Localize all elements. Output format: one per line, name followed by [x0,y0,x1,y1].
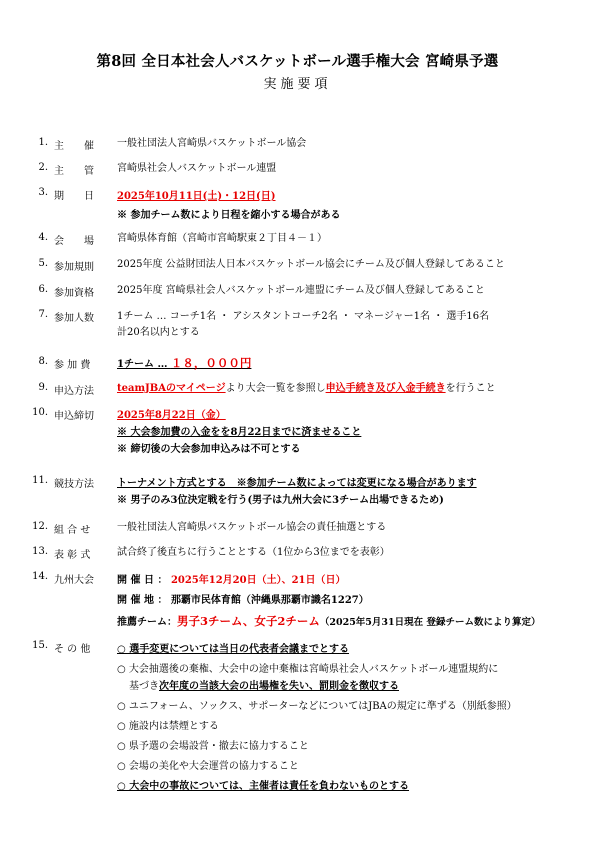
item-text: 宮崎県社会人バスケットボール連盟 [117,163,277,174]
other-withdrawal-pre: 基づき [129,681,159,692]
item-label: 参加人数 [54,313,94,324]
fee-amount: １８，０００円 [170,356,252,370]
payment-note: ※ 大会参加費の入金をを8月22日までに済ませること [117,427,362,438]
participants-limit: 計20名以内とする [117,327,200,338]
item-number: 14. [32,571,48,582]
item-label: 組 合 せ [54,525,91,536]
other-player-change: ○ 選手変更については当日の代表者会議までとする [117,644,350,655]
item-text: 一般社団法人宮崎県バスケットボール協会の責任抽選とする [117,522,387,533]
item-label: 九州大会 [54,575,94,586]
item-number: 11. [32,475,48,486]
item-number: 9. [38,382,48,393]
other-cleanliness: ○ 会場の美化や大会運営の協力すること [117,761,299,772]
item-label: 参 加 費 [54,360,91,371]
kyushu-date-label: 開 催 日 ： [117,575,168,586]
teamjba-mypage-link: teamJBAのマイページ [117,383,226,394]
item-label: 会 場 [54,236,94,247]
item-label: そ の 他 [54,644,91,655]
deadline-date: 2025年8月22日（金） [117,410,226,421]
other-no-smoking: ○ 施設内は禁煙とする [117,721,219,732]
item-number: 4. [38,232,48,243]
item-number: 8. [38,356,48,367]
fee-prefix: 1チーム … [117,359,171,370]
third-place-note: ※ 男子のみ3位決定戦を行う(男子は九州大会に3チーム出場できるため) [117,495,444,506]
kyushu-venue-label: 開 催 地 ： [117,595,168,606]
kyushu-date: 2025年12月20日（土）、21日（日） [170,575,346,586]
item-text: 宮崎県体育館（宮崎市宮崎駅東２丁目４－１） [117,233,327,244]
item-number: 2. [38,162,48,173]
other-withdrawal-penalty: 次年度の当該大会の出場権を失い、罰則金を徴収する [159,681,399,692]
item-label: 参加資格 [54,288,94,299]
item-label: 申込締切 [54,411,94,422]
item-number: 1. [38,137,48,148]
item-label: 期 日 [54,191,94,202]
kyushu-rec-label: 推薦チーム： [117,617,177,628]
item-number: 5. [38,258,48,269]
document-subtitle: 実施要項 [263,77,332,92]
item-label: 主 管 [54,166,94,177]
late-note: ※ 締切後の大会参加申込みは不可とする [117,444,301,455]
item-number: 12. [32,521,48,532]
participants-line: 1チーム … コーチ1名 ・ アシスタントコーチ2名 ・ マネージャー1名 ・ 選手16名 [117,311,490,322]
event-date: 2025年10月11日(土)・12日(日) [117,191,276,202]
item-text: 2025年度 宮崎県社会人バスケットボール連盟にチーム及び個人登録してあること [117,285,485,296]
other-withdrawal: ○ 大会抽選後の棄権、大会中の途中棄権は宮崎県社会人バスケットボール連盟規約に [117,664,499,675]
method-end: を行うこと [445,383,496,394]
item-number: 3. [38,187,48,198]
other-setup: ○ 県予選の会場設営・撤去に協力すること [117,741,309,752]
kyushu-rec-teams: 男子3チーム、女子2チーム [177,614,320,628]
method-text: より大会一覧を参照し [225,383,326,394]
item-number: 6. [38,284,48,295]
item-number: 7. [38,309,48,320]
kyushu-rec-note: （2025年5月31日現在 登録チーム数により算定） [319,617,541,628]
format-text: トーナメント方式とする ※参加チーム数によっては変更になる場合があります [117,478,477,489]
item-text: 2025年度 公益財団法人日本バスケットボール協会にチーム及び個人登録してあること [117,259,505,270]
other-liability: ○ 大会中の事故については、主催者は責任を負わないものとする [117,781,410,792]
item-label: 表 彰 式 [54,550,91,561]
item-text: 試合終了後直ちに行うこととする（1位から3位までを表彰） [117,547,390,558]
item-number: 15. [32,640,48,651]
item-text: 一般社団法人宮崎県バスケットボール協会 [117,138,307,149]
document-title: 第8回 全日本社会人バスケットボール選手権大会 宮崎県予選 [96,53,499,70]
item-number: 10. [32,407,48,418]
procedure-text: 申込手続き及び入金手続き [325,383,446,394]
kyushu-venue: 那覇市民体育館（沖縄県那覇市識名1227） [170,595,369,606]
item-label: 申込方法 [54,386,94,397]
item-label: 主 催 [54,141,94,152]
item-label: 参加規則 [54,262,94,273]
date-note: ※ 参加チーム数により日程を縮小する場合がある [117,210,341,221]
item-label: 競技方法 [54,479,94,490]
item-number: 13. [32,546,48,557]
other-uniform: ○ ユニフォーム、ソックス、サポーターなどについてはJBAの規定に準ずる（別紙参照） [117,701,517,712]
